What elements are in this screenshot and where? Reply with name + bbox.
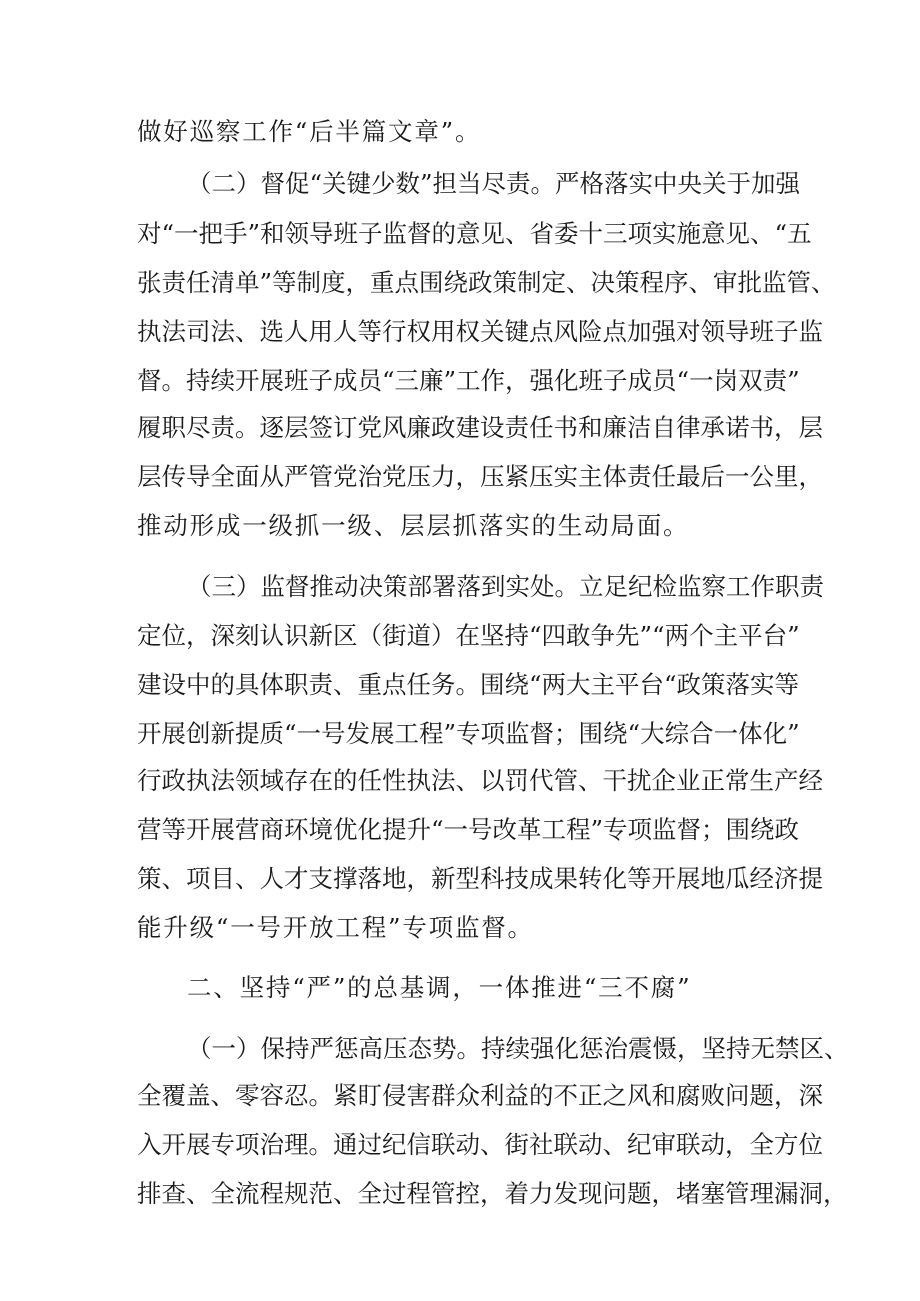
text-line-15: 营等开展营商环境优化提升“一号改革工程”专项监督；围绕政 xyxy=(137,815,800,844)
chapter-heading-2: 二、坚持“严”的总基调，一体推进“三不腐” xyxy=(187,973,692,1002)
text-line-12: 建设中的具体职责、重点任务。围绕“两大主平台“政策落实等 xyxy=(137,670,800,699)
text-line-4: 张责任清单”等制度，重点围绕政策制定、决策程序、审批监管、 xyxy=(137,268,836,297)
text-line-16: 策、项目、人才支撑落地，新型科技成果转化等开展地瓜经济提 xyxy=(137,864,823,893)
text-line-1: 做好巡察工作“后半篇文章”。 xyxy=(137,117,482,146)
text-line-8: 层传导全面从严管党治党压力，压紧压实主体责任最后一公里， xyxy=(137,462,823,491)
text-line-13: 开展创新提质“一号发展工程”专项监督；围绕“大综合一体化” xyxy=(137,719,800,748)
text-line-3: 对“一把手”和领导班子监督的意见、省委十三项实施意见、“五 xyxy=(137,219,812,248)
text-line-11: 定位，深刻认识新区（街道）在坚持“四敢争先”“两个主平台” xyxy=(137,621,800,650)
text-line-9: 推动形成一级抓一级、层层抓落实的生动局面。 xyxy=(137,511,690,540)
section-heading-1: （一）保持严惩高压态势。持续强化惩治震慑，坚持无禁区、 xyxy=(187,1034,849,1063)
text-line-14: 行政执法领域存在的任性执法、以罚代管、干扰企业正常生产经 xyxy=(137,766,823,795)
text-line-22: 排查、全流程规范、全过程管控，着力发现问题，堵塞管理漏洞， xyxy=(137,1179,848,1208)
text-line-17: 能升级“一号开放工程”专项监督。 xyxy=(137,913,534,942)
text-line-7: 履职尽责。逐层签订党风廉政建设责任书和廉洁自律承诺书，层 xyxy=(137,413,823,442)
text-line-21: 入开展专项治理。通过纪信联动、街社联动、纪审联动，全方位 xyxy=(137,1130,823,1159)
text-line-20: 全覆盖、零容忍。紧盯侵害群众利益的不正之风和腐败问题，深 xyxy=(137,1081,823,1110)
section-heading-2: （二）督促“关键少数”担当尽责。严格落实中央关于加强 xyxy=(187,169,801,198)
text-line-6: 督。持续开展班子成员“三廉”工作，强化班子成员“一岗双责” xyxy=(137,366,800,395)
section-heading-3: （三）监督推动决策部署落到实处。立足纪检监察工作职责 xyxy=(187,572,824,601)
text-line-5: 执法司法、选人用人等行权用权关键点风险点加强对领导班子监 xyxy=(137,317,823,346)
